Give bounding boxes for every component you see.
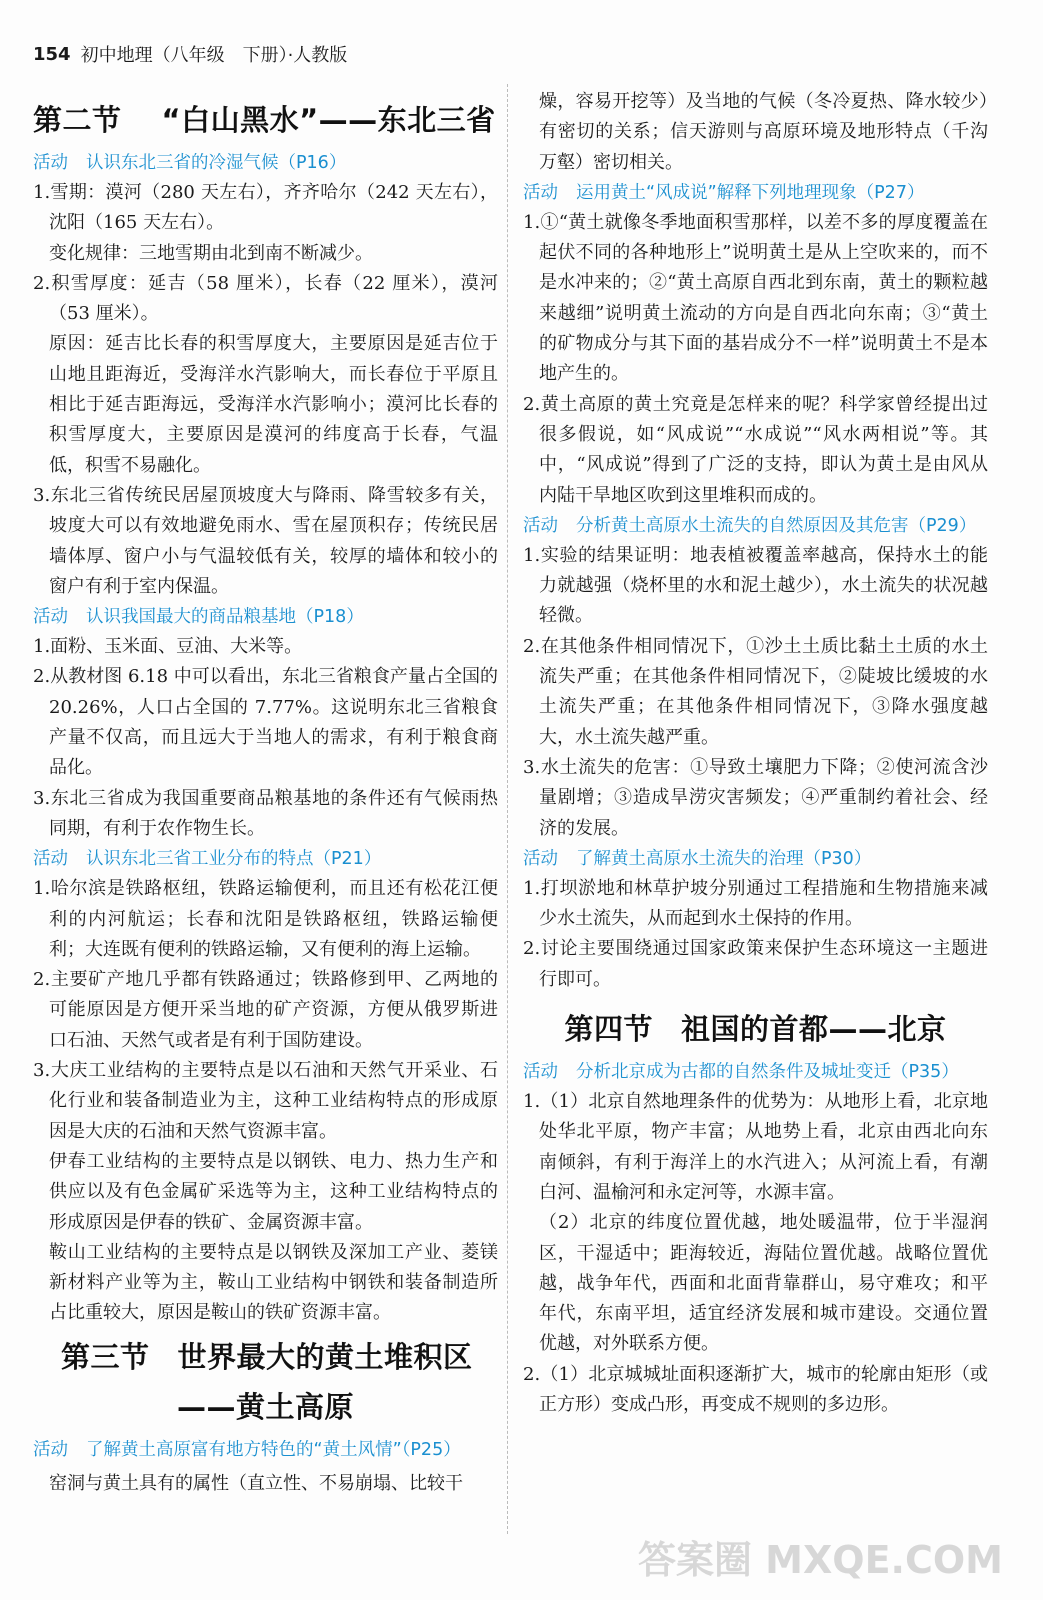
section-3-title: 第三节 世界最大的黄土堆积区 bbox=[61, 1339, 473, 1374]
answer-item: 3.东北三省成为我国重要商品粮基地的条件还有气候雨热同期，有利于农作物生长。 bbox=[33, 787, 498, 839]
activity-heading: 活动 了解黄土高原水土流失的治理（P30） bbox=[523, 848, 872, 869]
answer-item: 2.主要矿产地几乎都有铁路通过；铁路修到甲、乙两地的可能原因是方便开采当地的矿产资源，方便从俄罗斯进口石油、天然气或者是有利于国防建设。 bbox=[33, 969, 498, 1051]
answer-item: 3.东北三省传统民居屋顶坡度大与降雨、降雪较多有关，坡度大可以有效地避免雨水、雪在屋顶积存；传统民居墙体厚、窗户小与气温较低有关，较厚的墙体和较小的窗户有利于室内保温。 bbox=[33, 484, 498, 597]
left-column bbox=[33, 90, 498, 1499]
watermark-logo: 答案圈 MXQE.COM bbox=[637, 1538, 1003, 1582]
answer-item: 2.讨论主要围绕通过国家政策来保护生态环境这一主题进行即可。 bbox=[523, 938, 988, 990]
answer-item: 3.大庆工业结构的主要特点是以石油和天然气开采业、石化行业和装备制造业为主，这种工业结构特点的形成原因是大庆的石油和天然气资源丰富。 bbox=[33, 1060, 498, 1142]
answer-item: 窑洞与黄土具有的属性（直立性、不易崩塌、比较干 bbox=[49, 1472, 463, 1494]
answer-item: 2.从教材图 6.18 中可以看出，东北三省粮食产量占全国的 20.26%，人口占全国的 7.77%。这说明东北三省粮食产量不仅高，而且远大于当地人的需求，有利于粮食商品化。 bbox=[33, 666, 498, 779]
book-title: 初中地理（八年级 下册）·人教版 bbox=[80, 45, 348, 66]
answer-item: 2.积雪厚度：延吉（58 厘米），长春（22 厘米），漠河（53 厘米）。 bbox=[33, 272, 498, 325]
activity-heading: 活动 了解黄土高原富有地方特色的“黄土风情”（P25） bbox=[33, 1439, 461, 1460]
answer-item: 2.黄土高原的黄土究竟是怎样来的呢？科学家曾经提出过很多假说，如“风成说”“水成说”“风水两相说”等。其中，“风成说”得到了广泛的支持，即认为黄土是由风从内陆干旱地区吹到这里堆积而成的。 bbox=[523, 393, 988, 506]
answer-item: 2.在其他条件相同情况下，①沙土土质比黏土土质的水土流失严重；在其他条件相同情况下，②陡坡比缓坡的水土流失严重；在其他条件相同情况下，③降水强度越大，水土流失越严重。 bbox=[523, 635, 988, 748]
section-2-title: 第二节 “白山黑水”——东北三省 bbox=[33, 103, 496, 137]
section-4-title: 第四节 祖国的首都——北京 bbox=[564, 1012, 947, 1047]
activity-heading: 活动 运用黄土“风成说”解释下列地理现象（P27） bbox=[523, 182, 925, 203]
answer-item: 1.面粉、玉米面、豆油、大米等。 bbox=[33, 636, 303, 658]
answer-item: （2）北京的纬度位置优越，地处暖温带，位于半湿润区，干湿适中；距海较近，海陆位置优越。战略位置优越，战争年代，西面和北面背靠群山，易守难攻；和平年代，东南平坦，适宜经济发展和城市建设。交通位置优越，对外联系方便。 bbox=[539, 1212, 988, 1355]
answer-item: 1.①“黄土就像冬季地面积雪那样，以差不多的厚度覆盖在起伏不同的各种地形上”说明黄土是从上空吹来的，而不是水冲来的；②“黄土高原自西北到东南，黄土的颗粒越来越细”说明黄土流动的方向是自西北向东南；③“黄土的矿物成分与其下面的基岩成分不一样”说明黄土不是本地产生的。 bbox=[523, 211, 988, 385]
right-column bbox=[523, 87, 988, 1420]
answer-item: 变化规律：三地雪期由北到南不断减少。 bbox=[49, 242, 373, 264]
activity-heading: 活动 认识我国最大的商品粮基地（P18） bbox=[33, 607, 364, 628]
page-number: 154 bbox=[33, 43, 71, 65]
answer-item: 2.（1）北京城城址面积逐渐扩大，城市的轮廓由矩形（或正方形）变成凸形，再变成不规则的多边形。 bbox=[523, 1363, 988, 1415]
answer-item: 鞍山工业结构的主要特点是以钢铁及深加工产业、菱镁新材料产业等为主，鞍山工业结构中钢铁和装备制造所占比重较大，原因是鞍山的铁矿资源丰富。 bbox=[49, 1241, 498, 1324]
activity-heading: 活动 分析黄土高原水土流失的自然原因及其危害（P29） bbox=[523, 515, 977, 536]
answer-item: 3.水土流失的危害：①导致土壤肥力下降；②使河流含沙量剧增；③造成旱涝灾害频发；④严重制约着社会、经济的发展。 bbox=[523, 756, 988, 839]
section-3-subtitle: ——黄土高原 bbox=[176, 1389, 354, 1424]
column-divider bbox=[507, 84, 508, 1534]
activity-heading: 活动 认识东北三省工业分布的特点（P21） bbox=[33, 849, 382, 870]
page-header bbox=[33, 40, 347, 68]
answer-item: 伊春工业结构的主要特点是以钢铁、电力、热力生产和供应以及有色金属矿采选等为主，这种工业结构特点的形成原因是伊春的铁矿、金属资源丰富。 bbox=[49, 1150, 498, 1233]
answer-item: 1.实验的结果证明：地表植被覆盖率越高，保持水土的能力就越强（烧杯里的水和泥土越少），水土流失的状况越轻微。 bbox=[523, 544, 988, 627]
answer-item: 1.哈尔滨是铁路枢纽，铁路运输便利，而且还有松花江便利的内河航运；长春和沈阳是铁路枢纽，铁路运输便利；大连既有便利的铁路运输，又有便利的海上运输。 bbox=[33, 878, 498, 960]
activity-heading: 活动 分析北京成为古都的自然条件及城址变迁（P35） bbox=[523, 1062, 959, 1083]
answer-item: 1.雪期：漠河（280 天左右），齐齐哈尔（242 天左右），沈阳（165 天左右）。 bbox=[33, 182, 498, 234]
activity-heading: 活动 认识东北三省的冷湿气候（P16） bbox=[33, 153, 347, 173]
answer-item: 原因：延吉比长春的积雪厚度大，主要原因是延吉位于山地且距海近，受海洋水汽影响大，而长春位于平原且相比于延吉距海远，受海洋水汽影响小；漠河比长春的积雪厚度大，主要原因是漠河的纬度高于长春，气温低，积雪不易融化。 bbox=[49, 333, 498, 476]
answer-item: 1.（1）北京自然地理条件的优势为：从地形上看，北京地处华北平原，物产丰富；从地势上看，北京由西北向东南倾斜，有利于海洋上的水汽进入；从河流上看，有潮白河、温榆河和永定河等，水源丰富。 bbox=[523, 1091, 988, 1203]
answer-item: 1.打坝淤地和林草护坡分别通过工程措施和生物措施来减少水土流失，从而起到水土保持的作用。 bbox=[523, 877, 988, 930]
answer-item: 燥，容易开挖等）及当地的气候（冬冷夏热、降水较少）有密切的关系；信天游则与高原环境及地形特点（千沟万壑）密切相关。 bbox=[539, 91, 988, 173]
